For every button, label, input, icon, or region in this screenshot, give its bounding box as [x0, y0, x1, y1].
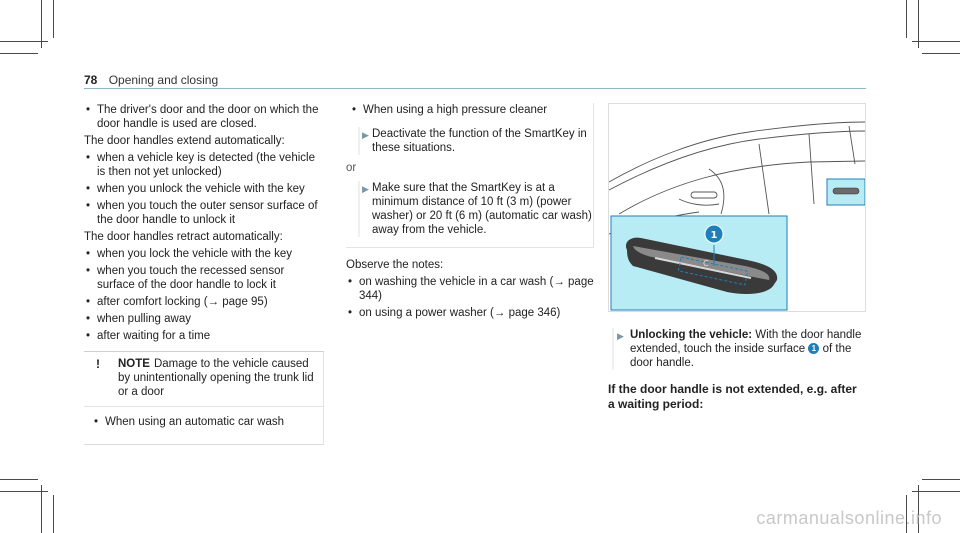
crop-mark	[0, 53, 38, 54]
car-door-drawing	[609, 104, 865, 311]
step-arrow-icon: ▶	[362, 130, 369, 140]
crop-mark	[922, 479, 960, 480]
page-number: 78	[84, 73, 98, 87]
exclamation-icon: !	[96, 357, 100, 371]
crop-mark	[912, 491, 960, 492]
step-text: of the door handle.	[630, 343, 852, 369]
instruction-step	[346, 127, 593, 155]
step-text: With the door handle extended, touch the inside surface	[630, 329, 862, 355]
list-item	[346, 275, 594, 303]
callout-number: 1	[710, 230, 718, 241]
note-header	[84, 352, 323, 406]
section-title: Opening and closing	[108, 73, 219, 87]
page-link[interactable]: on washing the vehicle in a car wash (→ page 344)	[359, 276, 594, 302]
svg-text:C: C	[703, 259, 709, 268]
crop-mark	[41, 485, 42, 533]
step-text: Make sure that the SmartKey is at a minimum distance of 10 ft (3 m) (power washer) or 20 ft (6 m) (automatic car wash) away from the vehicle.	[372, 182, 592, 236]
middle-column	[346, 103, 594, 323]
note-text: Damage to the vehicle caused by unintentionally opening the trunk lid or a door	[118, 358, 314, 398]
callout-1-icon: 1	[808, 343, 819, 354]
page-link[interactable]: on using a power washer (→ page 346)	[359, 307, 561, 319]
crop-mark	[53, 495, 54, 533]
retract-heading: The door handles retract automatically:	[84, 231, 283, 243]
list-item: • The driver's door and the door on which the door handle is used are closed.	[84, 103, 324, 131]
list-item	[346, 306, 594, 320]
door-handle-illustration	[608, 103, 866, 312]
crop-mark	[922, 53, 960, 54]
step-text: Deactivate the function of the SmartKey in these situations.	[372, 128, 587, 154]
crop-mark	[0, 491, 48, 492]
instruction-step	[346, 181, 593, 237]
page-header	[84, 73, 218, 87]
list-item	[84, 295, 324, 309]
watermark: carmanualsonline.info	[756, 508, 942, 528]
list-item: • when pulling away	[84, 312, 324, 326]
list-item: • when a vehicle key is detected (the vehicle is then not yet unlocked)	[84, 151, 324, 179]
step-title: Unlocking the vehicle:	[630, 329, 753, 341]
note-box	[84, 351, 324, 445]
crop-mark	[906, 0, 907, 38]
list-item: • When using a high pressure cleaner	[350, 103, 593, 117]
crop-mark	[0, 479, 38, 480]
step-arrow-icon: ▶	[617, 331, 624, 341]
right-column	[608, 322, 866, 412]
step-arrow-icon: ▶	[362, 184, 369, 194]
note-continuation	[346, 103, 594, 248]
crop-mark	[912, 41, 960, 42]
extend-heading: The door handles extend automatically:	[84, 135, 285, 147]
page-link[interactable]: after comfort locking (→ page 95)	[97, 296, 268, 308]
observe-heading: Observe the notes:	[346, 259, 444, 271]
list-item: • when you touch the outer sensor surface of the door handle to unlock it	[84, 199, 324, 227]
list-item: • after waiting for a time	[84, 329, 324, 343]
crop-mark	[0, 41, 48, 42]
section-heading: If the door handle is not extended, e.g. after a waiting period:	[608, 382, 857, 411]
crop-mark	[53, 0, 54, 38]
or-label: or	[346, 162, 357, 174]
note-body	[84, 406, 323, 444]
list-item: • when you unlock the vehicle with the key	[84, 182, 324, 196]
list-item: • When using an automatic car wash	[92, 415, 315, 429]
instruction-step	[608, 328, 866, 370]
list-item: • when you lock the vehicle with the key	[84, 247, 324, 261]
header-divider	[84, 88, 866, 89]
left-column	[84, 103, 324, 445]
list-item: • when you touch the recessed sensor surface of the door handle to lock it	[84, 264, 324, 292]
note-label: NOTE	[118, 358, 150, 370]
